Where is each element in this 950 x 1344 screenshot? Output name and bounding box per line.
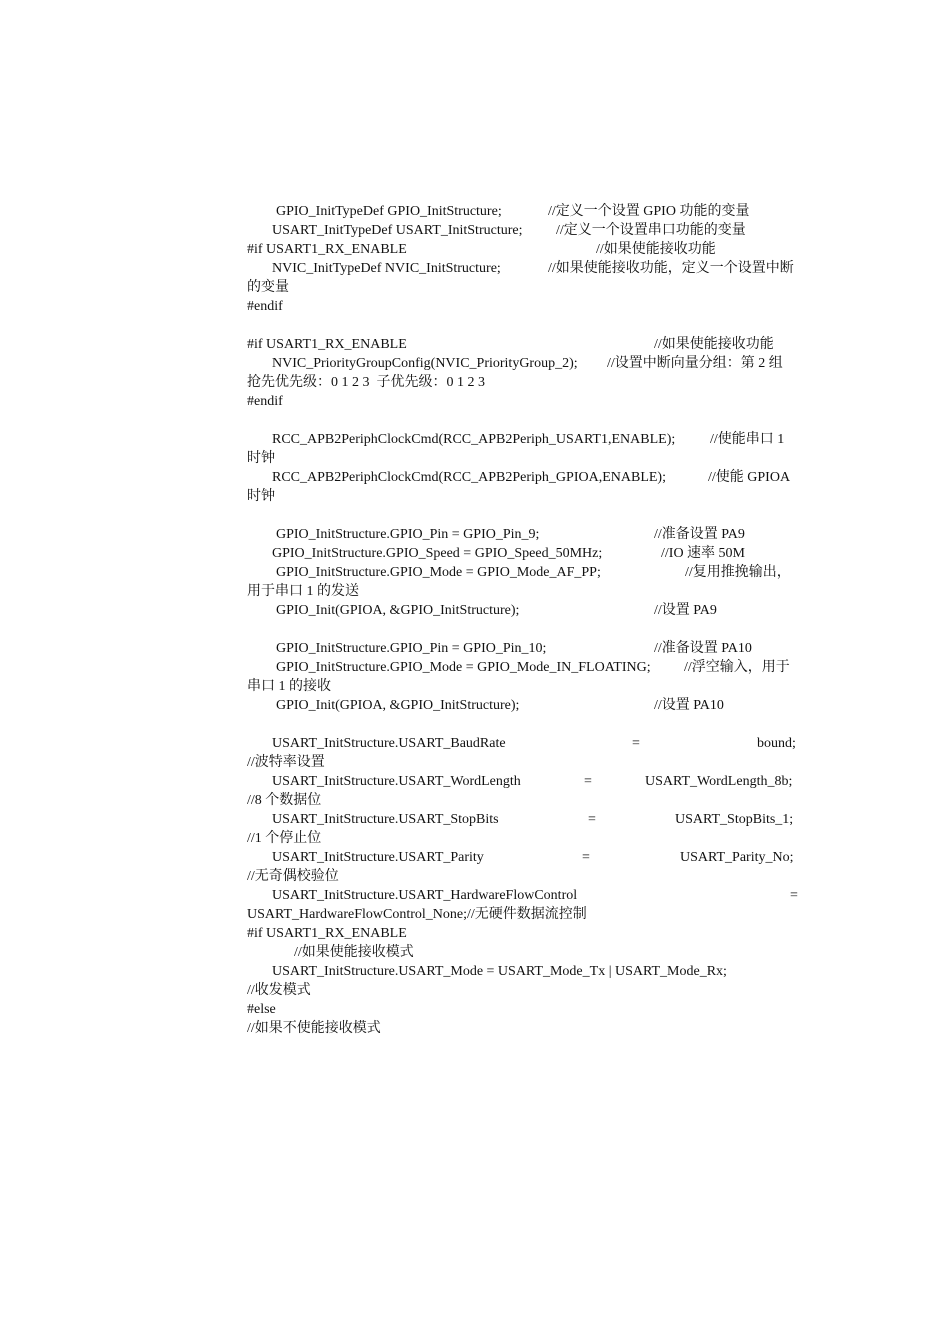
continuation-line: 的变量 <box>247 280 289 295</box>
code-line: USART_InitStructure.USART_Parity <box>272 850 484 865</box>
comment-line: //收发模式 <box>247 983 311 998</box>
directive-line: #if USART1_RX_ENABLE <box>247 926 407 941</box>
continuation-line: USART_HardwareFlowControl_None;//无硬件数据流控制 <box>247 907 587 922</box>
code-line: GPIO_InitTypeDef GPIO_InitStructure; <box>276 204 502 219</box>
code-line: RCC_APB2PeriphClockCmd(RCC_APB2Periph_USART1,ENABLE); <box>272 432 676 447</box>
comment-line: //定义一个设置 GPIO 功能的变量 <box>548 204 750 219</box>
code-line: USART_InitStructure.USART_BaudRate <box>272 736 506 751</box>
comment-line: //浮空输入，用于 <box>684 660 790 675</box>
comment-line: //如果使能接收功能 <box>654 337 774 352</box>
operator: = <box>584 774 592 789</box>
directive-line: #if USART1_RX_ENABLE <box>247 242 407 257</box>
comment-line: //准备设置 PA10 <box>654 641 752 656</box>
continuation-line: 抢先优先级：0 1 2 3 子优先级：0 1 2 3 <box>247 375 485 390</box>
operator: = <box>790 888 798 903</box>
comment-line: //如果使能接收模式 <box>294 945 414 960</box>
code-line: GPIO_InitStructure.GPIO_Pin = GPIO_Pin_10; <box>276 641 547 656</box>
code-line: RCC_APB2PeriphClockCmd(RCC_APB2Periph_GPIOA,ENABLE); <box>272 470 666 485</box>
code-line: USART_InitStructure.USART_StopBits <box>272 812 499 827</box>
directive-line: #endif <box>247 394 283 409</box>
directive-line: #if USART1_RX_ENABLE <box>247 337 407 352</box>
code-line: GPIO_InitStructure.GPIO_Mode = GPIO_Mode_IN_FLOATING; <box>276 660 651 675</box>
comment-line: //8 个数据位 <box>247 793 322 808</box>
comment-line: //设置 PA9 <box>654 603 717 618</box>
comment-line: //设置 PA10 <box>654 698 724 713</box>
code-line: GPIO_Init(GPIOA, &GPIO_InitStructure); <box>276 698 520 713</box>
comment-line: //使能串口 1 <box>710 432 785 447</box>
operator: = <box>588 812 596 827</box>
comment-line: //复用推挽输出， <box>685 565 791 580</box>
code-line: GPIO_Init(GPIOA, &GPIO_InitStructure); <box>276 603 520 618</box>
code-line: GPIO_InitStructure.GPIO_Speed = GPIO_Speed_50MHz; <box>272 546 603 561</box>
directive-line: #else <box>247 1002 276 1017</box>
directive-line: #endif <box>247 299 283 314</box>
comment-line: //如果使能接收功能，定义一个设置中断 <box>548 261 794 276</box>
comment-line: //无奇偶校验位 <box>247 869 339 884</box>
operator: = <box>582 850 590 865</box>
comment-line: //如果不使能接收模式 <box>247 1021 381 1036</box>
comment-line: //如果使能接收功能 <box>596 242 716 257</box>
code-line: NVIC_InitTypeDef NVIC_InitStructure; <box>272 261 501 276</box>
continuation-line: 时钟 <box>247 489 275 504</box>
code-line: USART_InitStructure.USART_HardwareFlowControl <box>272 888 578 903</box>
code-line: USART_InitStructure.USART_Mode = USART_Mode_Tx | USART_Mode_Rx; <box>272 964 727 979</box>
continuation-line: 用于串口 1 的发送 <box>247 584 359 599</box>
value-text: USART_Parity_No; <box>680 850 794 865</box>
comment-line: //波特率设置 <box>247 755 325 770</box>
value-text: USART_WordLength_8b; <box>645 774 793 789</box>
continuation-line: 时钟 <box>247 451 275 466</box>
comment-line: //1 个停止位 <box>247 831 322 846</box>
comment-line: //IO 速率 50M <box>661 546 745 561</box>
code-line: GPIO_InitStructure.GPIO_Mode = GPIO_Mode_AF_PP; <box>276 565 601 580</box>
value-text: bound; <box>757 736 796 751</box>
comment-line: //定义一个设置串口功能的变量 <box>556 223 746 238</box>
code-line: USART_InitStructure.USART_WordLength <box>272 774 521 789</box>
comment-line: //设置中断向量分组：第 2 组 <box>607 356 783 371</box>
code-line: USART_InitTypeDef USART_InitStructure; <box>272 223 523 238</box>
code-line: NVIC_PriorityGroupConfig(NVIC_PriorityGroup_2); <box>272 356 578 371</box>
operator: = <box>632 736 640 751</box>
continuation-line: 串口 1 的接收 <box>247 679 331 694</box>
code-line: GPIO_InitStructure.GPIO_Pin = GPIO_Pin_9; <box>276 527 540 542</box>
comment-line: //准备设置 PA9 <box>654 527 745 542</box>
value-text: USART_StopBits_1; <box>675 812 794 827</box>
comment-line: //使能 GPIOA <box>708 470 791 485</box>
